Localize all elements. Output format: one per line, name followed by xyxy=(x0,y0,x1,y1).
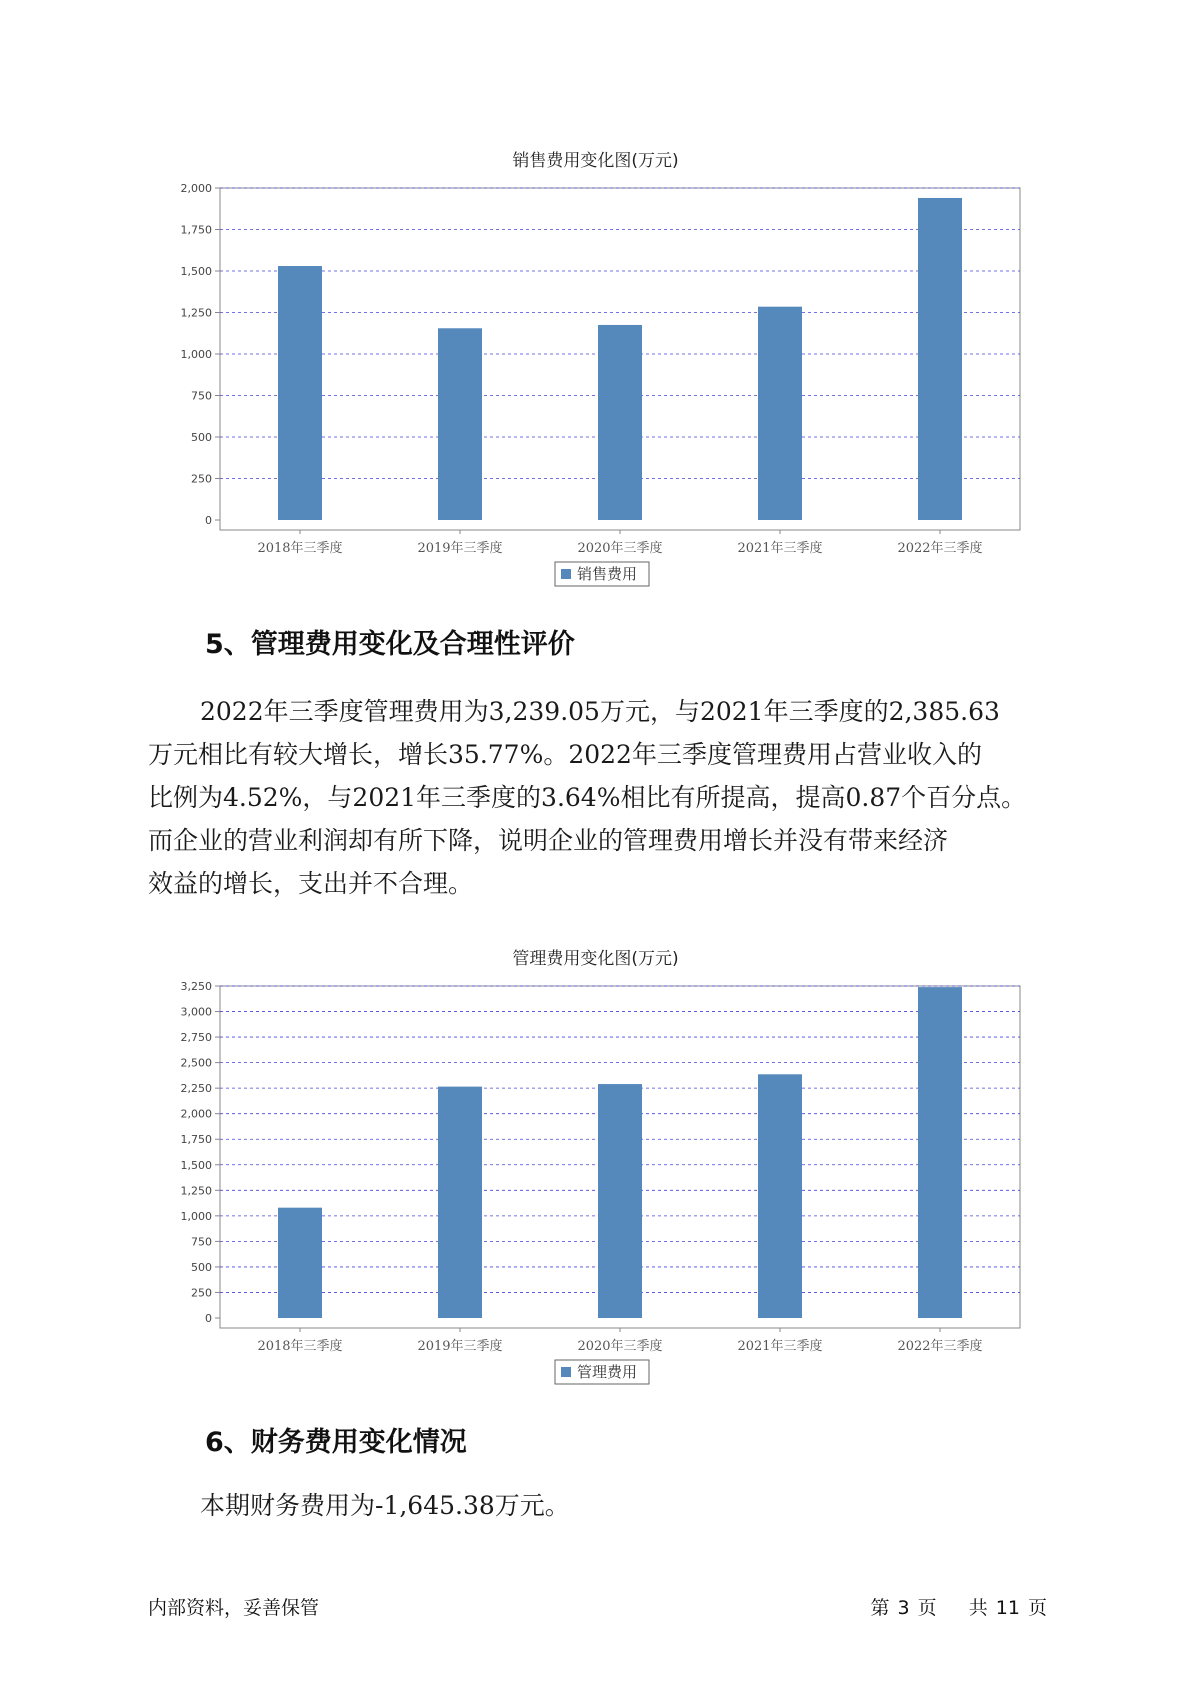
y-tick-label: 1,000 xyxy=(180,348,212,361)
bar xyxy=(758,1074,802,1318)
x-tick-label: 2022年三季度 xyxy=(897,541,983,556)
y-tick-label: 250 xyxy=(191,472,212,486)
y-tick-label: 500 xyxy=(191,1260,212,1274)
section-5-heading: 5、管理费用变化及合理性评价 xyxy=(205,629,575,660)
y-tick-label: 250 xyxy=(191,1286,212,1300)
y-tick-label: 1,750 xyxy=(180,223,212,237)
y-tick-label: 0 xyxy=(205,1312,212,1325)
paragraph-line: 2022年三季度管理费用为3,239.05万元，与2021年三季度的2,385.63 xyxy=(200,697,1000,726)
y-tick-label: 2,250 xyxy=(180,1082,212,1096)
paragraph-line: 而企业的营业利润却有所下降，说明企业的管理费用增长并没有带来经济 xyxy=(148,826,949,855)
section-6-text: 本期财务费用为-1,645.38万元。 xyxy=(200,1491,570,1520)
footer-confidential: 内部资料，妥善保管 xyxy=(148,1597,320,1619)
bar xyxy=(598,325,642,520)
y-tick-label: 3,000 xyxy=(180,1005,212,1019)
y-tick-label: 2,750 xyxy=(180,1031,212,1045)
y-tick-label: 2,000 xyxy=(180,1107,212,1121)
bar xyxy=(278,1208,322,1318)
y-tick-label: 750 xyxy=(191,389,212,403)
sales-chart-title: 销售费用变化图(万元) xyxy=(512,151,679,171)
bar xyxy=(438,328,482,520)
y-tick-label: 500 xyxy=(191,431,212,444)
legend-label: 管理费用 xyxy=(577,1363,638,1381)
admin-chart-title: 管理费用变化图(万元) xyxy=(512,949,679,969)
x-tick-label: 2018年三季度 xyxy=(257,1339,343,1354)
legend-swatch xyxy=(561,1367,571,1377)
legend-swatch xyxy=(561,569,571,579)
sales-expense-chart xyxy=(0,170,1191,590)
bar xyxy=(918,198,962,520)
bar xyxy=(758,307,802,520)
x-tick-label: 2019年三季度 xyxy=(417,1339,503,1354)
y-tick-label: 1,500 xyxy=(180,1158,212,1172)
section-6-heading: 6、财务费用变化情况 xyxy=(205,1427,467,1458)
section-5-paragraph xyxy=(148,690,1048,905)
x-tick-label: 2022年三季度 xyxy=(897,1339,983,1354)
x-tick-label: 2020年三季度 xyxy=(577,541,663,556)
y-tick-label: 1,500 xyxy=(180,265,212,278)
y-tick-label: 1,250 xyxy=(180,306,212,320)
bar xyxy=(278,266,322,520)
bar xyxy=(438,1087,482,1318)
y-tick-label: 1,750 xyxy=(180,1133,212,1147)
y-tick-label: 750 xyxy=(191,1235,212,1249)
footer-page-number: 第 3 页 共 11 页 xyxy=(870,1597,1047,1619)
paragraph-line: 万元相比有较大增长，增长35.77%。2022年三季度管理费用占营业收入的 xyxy=(148,740,982,769)
paragraph-line: 比例为4.52%，与2021年三季度的3.64%相比有所提高，提高0.87个百分点。 xyxy=(148,783,1027,812)
x-tick-label: 2020年三季度 xyxy=(577,1339,663,1354)
y-tick-label: 2,500 xyxy=(180,1056,212,1070)
y-tick-label: 2,000 xyxy=(180,182,212,195)
y-tick-label: 1,250 xyxy=(180,1184,212,1198)
admin-expense-chart xyxy=(0,968,1191,1388)
y-tick-label: 0 xyxy=(205,514,212,527)
x-tick-label: 2019年三季度 xyxy=(417,541,503,556)
paragraph-line: 效益的增长，支出并不合理。 xyxy=(148,869,474,898)
x-tick-label: 2021年三季度 xyxy=(737,541,823,556)
bar xyxy=(918,987,962,1318)
legend-label: 销售费用 xyxy=(577,565,638,583)
y-tick-label: 3,250 xyxy=(180,980,212,993)
x-tick-label: 2018年三季度 xyxy=(257,541,343,556)
y-tick-label: 1,000 xyxy=(180,1209,212,1223)
bar xyxy=(598,1084,642,1318)
x-tick-label: 2021年三季度 xyxy=(737,1339,823,1354)
